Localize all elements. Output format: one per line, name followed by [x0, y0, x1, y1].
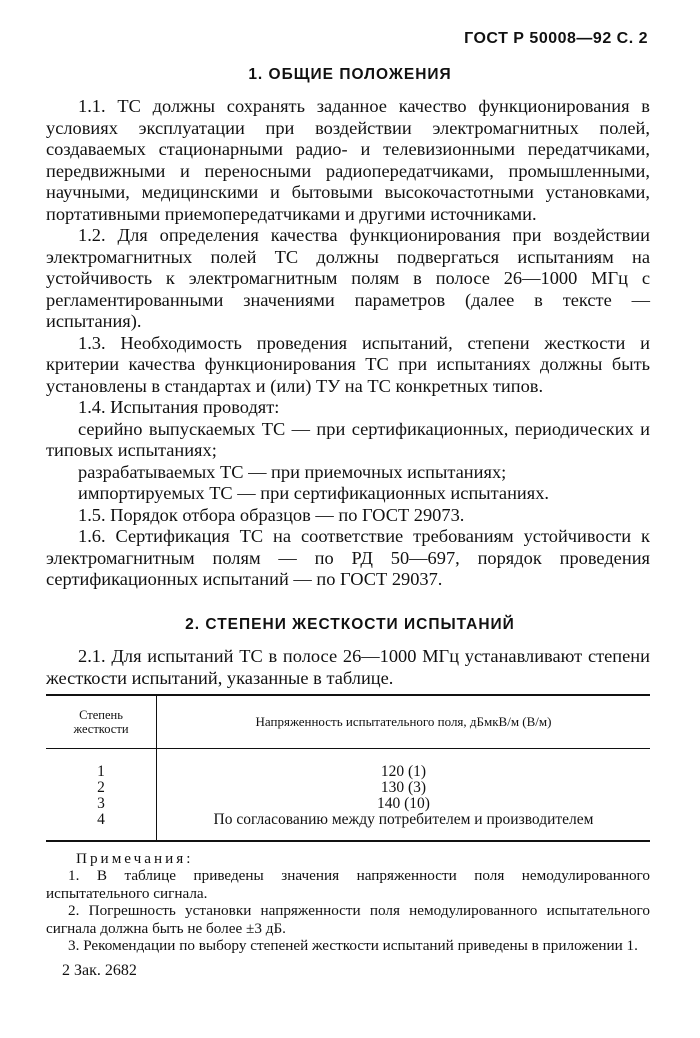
table-cell-degree: 4 — [97, 811, 105, 828]
table-header-degree — [46, 708, 156, 736]
table-cell-value: 140 (10) — [377, 795, 430, 812]
note-item: 1. В таблице приведены значения напряженности поля немодулированного испытательного сигнала. — [46, 867, 650, 902]
note-item: 2. Погрешность установки напряженности поля немодулированного испытательного сигнала должна быть не более ±3 дБ. — [46, 902, 650, 937]
table-header-field-strength: Напряженность испытательного поля, дБмкВ/м (В/м) — [255, 714, 552, 729]
paragraph-1-4-serial: серийно выпускаемых ТС — при сертификационных, периодических и типовых испытаниях; — [46, 418, 650, 460]
section-1-title: 1. ОБЩИЕ ПОЛОЖЕНИЯ — [248, 66, 452, 83]
paragraph-1-2: 1.2. Для определения качества функционирования при воздействии электромагнитных полей ТС должны подвергаться испытаниям на устойчивость к электромагнитным полям в полосе 26—1000 МГц с регламентированными значениями параметров (далее в тексте — испытания). — [46, 225, 650, 331]
paragraph-2-1: 2.1. Для испытаний ТС в полосе 26—1000 МГц устанавливают степени жесткости испытаний, указанные в таблице. — [46, 646, 650, 688]
severity-table — [46, 694, 650, 842]
section-1-body — [46, 96, 650, 591]
table-cell-value: 130 (3) — [380, 779, 427, 796]
table-cell-degree: 3 — [97, 795, 105, 812]
table-cell-value: 120 (1) — [380, 763, 427, 780]
paragraph-1-3: 1.3. Необходимость проведения испытаний, степени жесткости и критерии качества функционирования ТС при испытаниях должны быть установлены в стандартах и (или) ТУ на ТС конкретных типов. — [46, 332, 650, 396]
paragraph-1-6: 1.6. Сертификация ТС на соответствие требованиям устойчивости к электромагнитным полям — по РД 50—697, порядок проведения сертификационных испытаний — по ГОСТ 29037. — [46, 526, 650, 589]
table-cell-degree: 1 — [97, 763, 105, 780]
table-header-rule — [46, 748, 650, 749]
section-2-body — [46, 646, 650, 689]
table-bottom-rule — [46, 840, 650, 842]
paragraph-1-4: 1.4. Испытания проводят: — [78, 397, 280, 417]
paragraph-1-4-imported: импортируемых ТС — при сертификационных испытаниях. — [78, 483, 549, 503]
section-2-title: 2. СТЕПЕНИ ЖЕСТКОСТИ ИСПЫТАНИЙ — [185, 616, 515, 633]
table-column-degrees — [46, 764, 156, 828]
note-item: 3. Рекомендации по выбору степеней жесткости испытаний приведены в приложении 1. — [68, 937, 638, 955]
page-header: ГОСТ Р 50008—92 С. 2 — [464, 30, 648, 47]
notes-label: Примечания: — [76, 850, 194, 867]
paragraph-1-1: 1.1. ТС должны сохранять заданное качество функционирования в условиях эксплуатации при воздействии электромагнитных полей, создаваемых стационарными радио- и телевизионными передатчиками, передвижными и переносными радиопередатчиками, промышленными, научными, медицинскими и бытовыми высокочастотными установками, портативными приемопередатчиками и другими источниками. — [46, 96, 650, 224]
paragraph-1-5: 1.5. Порядок отбора образцов — по ГОСТ 29073. — [78, 504, 465, 525]
table-column-values — [157, 764, 650, 828]
table-cell-value: По согласованию между потребителем и производителем — [213, 811, 594, 828]
notes-block — [46, 850, 650, 954]
table-header-degree-line1: Степень — [79, 708, 123, 722]
paragraph-1-4-developed: разрабатываемых ТС — при приемочных испытаниях; — [78, 461, 507, 482]
table-top-rule — [46, 694, 650, 696]
table-header-degree-line2: жесткости — [73, 722, 129, 736]
table-cell-degree: 2 — [97, 779, 105, 796]
page-footer: 2 Зак. 2682 — [62, 962, 137, 979]
